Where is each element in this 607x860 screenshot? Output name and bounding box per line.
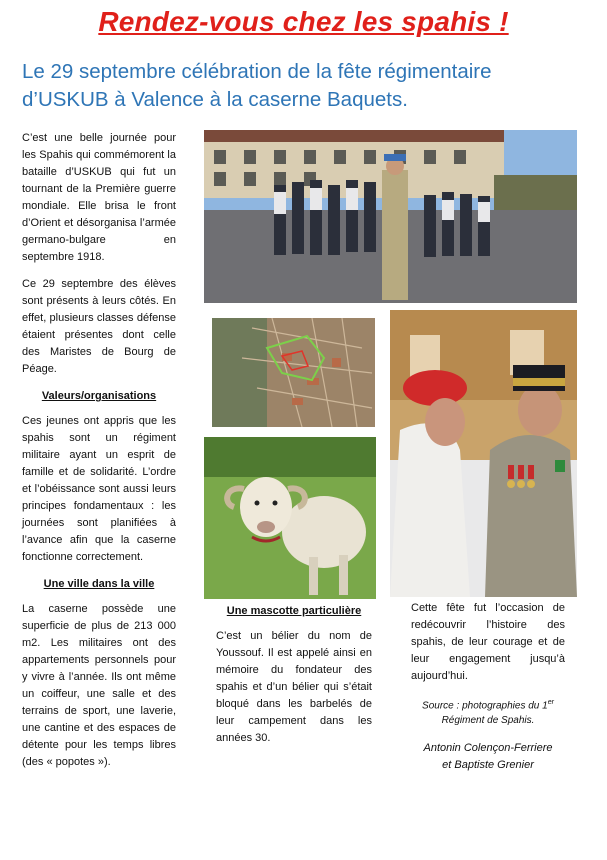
heading-values: Valeurs/organisations <box>41 390 157 402</box>
page-subtitle <box>22 58 592 114</box>
city-paragraph: La caserne possède une superficie de plus de 213 000 m2. Les militaires ont des appartements personnels pour y vivre à l’année. Ils ont même un coiffeur, une salle et des terrains de sport, une laverie, une cantine et des espaces de détente pour les temps libres (des « popotes »). <box>22 603 176 768</box>
source-text: Source : photographies du 1 <box>422 700 548 712</box>
students-paragraph: Ce 29 septembre des élèves sont présents à leurs côtés. En effet, plusieurs classes défense étaient présentes dont celle des Maristes de Bourg de Péage. <box>22 278 176 375</box>
middle-column <box>216 603 372 757</box>
photo-ram-mascot <box>204 437 376 599</box>
photo-students-parade <box>204 130 577 303</box>
right-column <box>411 600 565 774</box>
source-end: Régiment de Spahis. <box>441 715 535 727</box>
author-2: et Baptiste Grenier <box>442 759 534 772</box>
source-superscript: er <box>547 699 554 706</box>
author-1: Antonin Colençon-Ferriere <box>423 742 553 755</box>
photo-medal-ceremony <box>390 310 577 597</box>
subtitle-line-2: d’USKUB à Valence à la caserne Baquets. <box>22 88 408 111</box>
values-paragraph: Ces jeunes ont appris que les spahis sont un régiment militaire ayant un esprit de famille et de solidarité. L’ordre et l’obéissance sont aussi leurs principes fondamentaux : les journées sont planifiées à l’avance afin que la caserne fonctionne correctement. <box>22 415 176 563</box>
page-title: Rendez-vous chez les spahis ! <box>98 6 509 37</box>
authors <box>411 740 565 774</box>
left-column <box>22 130 176 781</box>
closing-paragraph: Cette fête fut l’occasion de redécouvrir l’histoire des spahis, de leur courage et de leur engagement jusqu’à aujourd’hui. <box>411 602 565 682</box>
intro-paragraph: C’est une belle journée pour les Spahis qui commémorent la bataille d’USKUB qui fut un tournant de la Première guerre mondiale. Elle brisa le front d’Orient et désorganisa l’armée germano-bulgare en septembre 1918. <box>22 132 176 263</box>
heading-city: Une ville dans la ville <box>43 578 155 590</box>
photo-source <box>411 695 565 728</box>
heading-mascot: Une mascotte particulière <box>226 605 362 617</box>
photo-aerial-map <box>212 318 375 427</box>
subtitle-line-1: Le 29 septembre célébration de la fête régimentaire <box>22 60 492 83</box>
mascot-paragraph: C’est un bélier du nom de Youssouf. Il est appelé ainsi en mémoire du fondateur des spahis et d’un bélier qui s’était bloqué dans les barbelés de leur campement dans les années 30. <box>216 630 372 744</box>
